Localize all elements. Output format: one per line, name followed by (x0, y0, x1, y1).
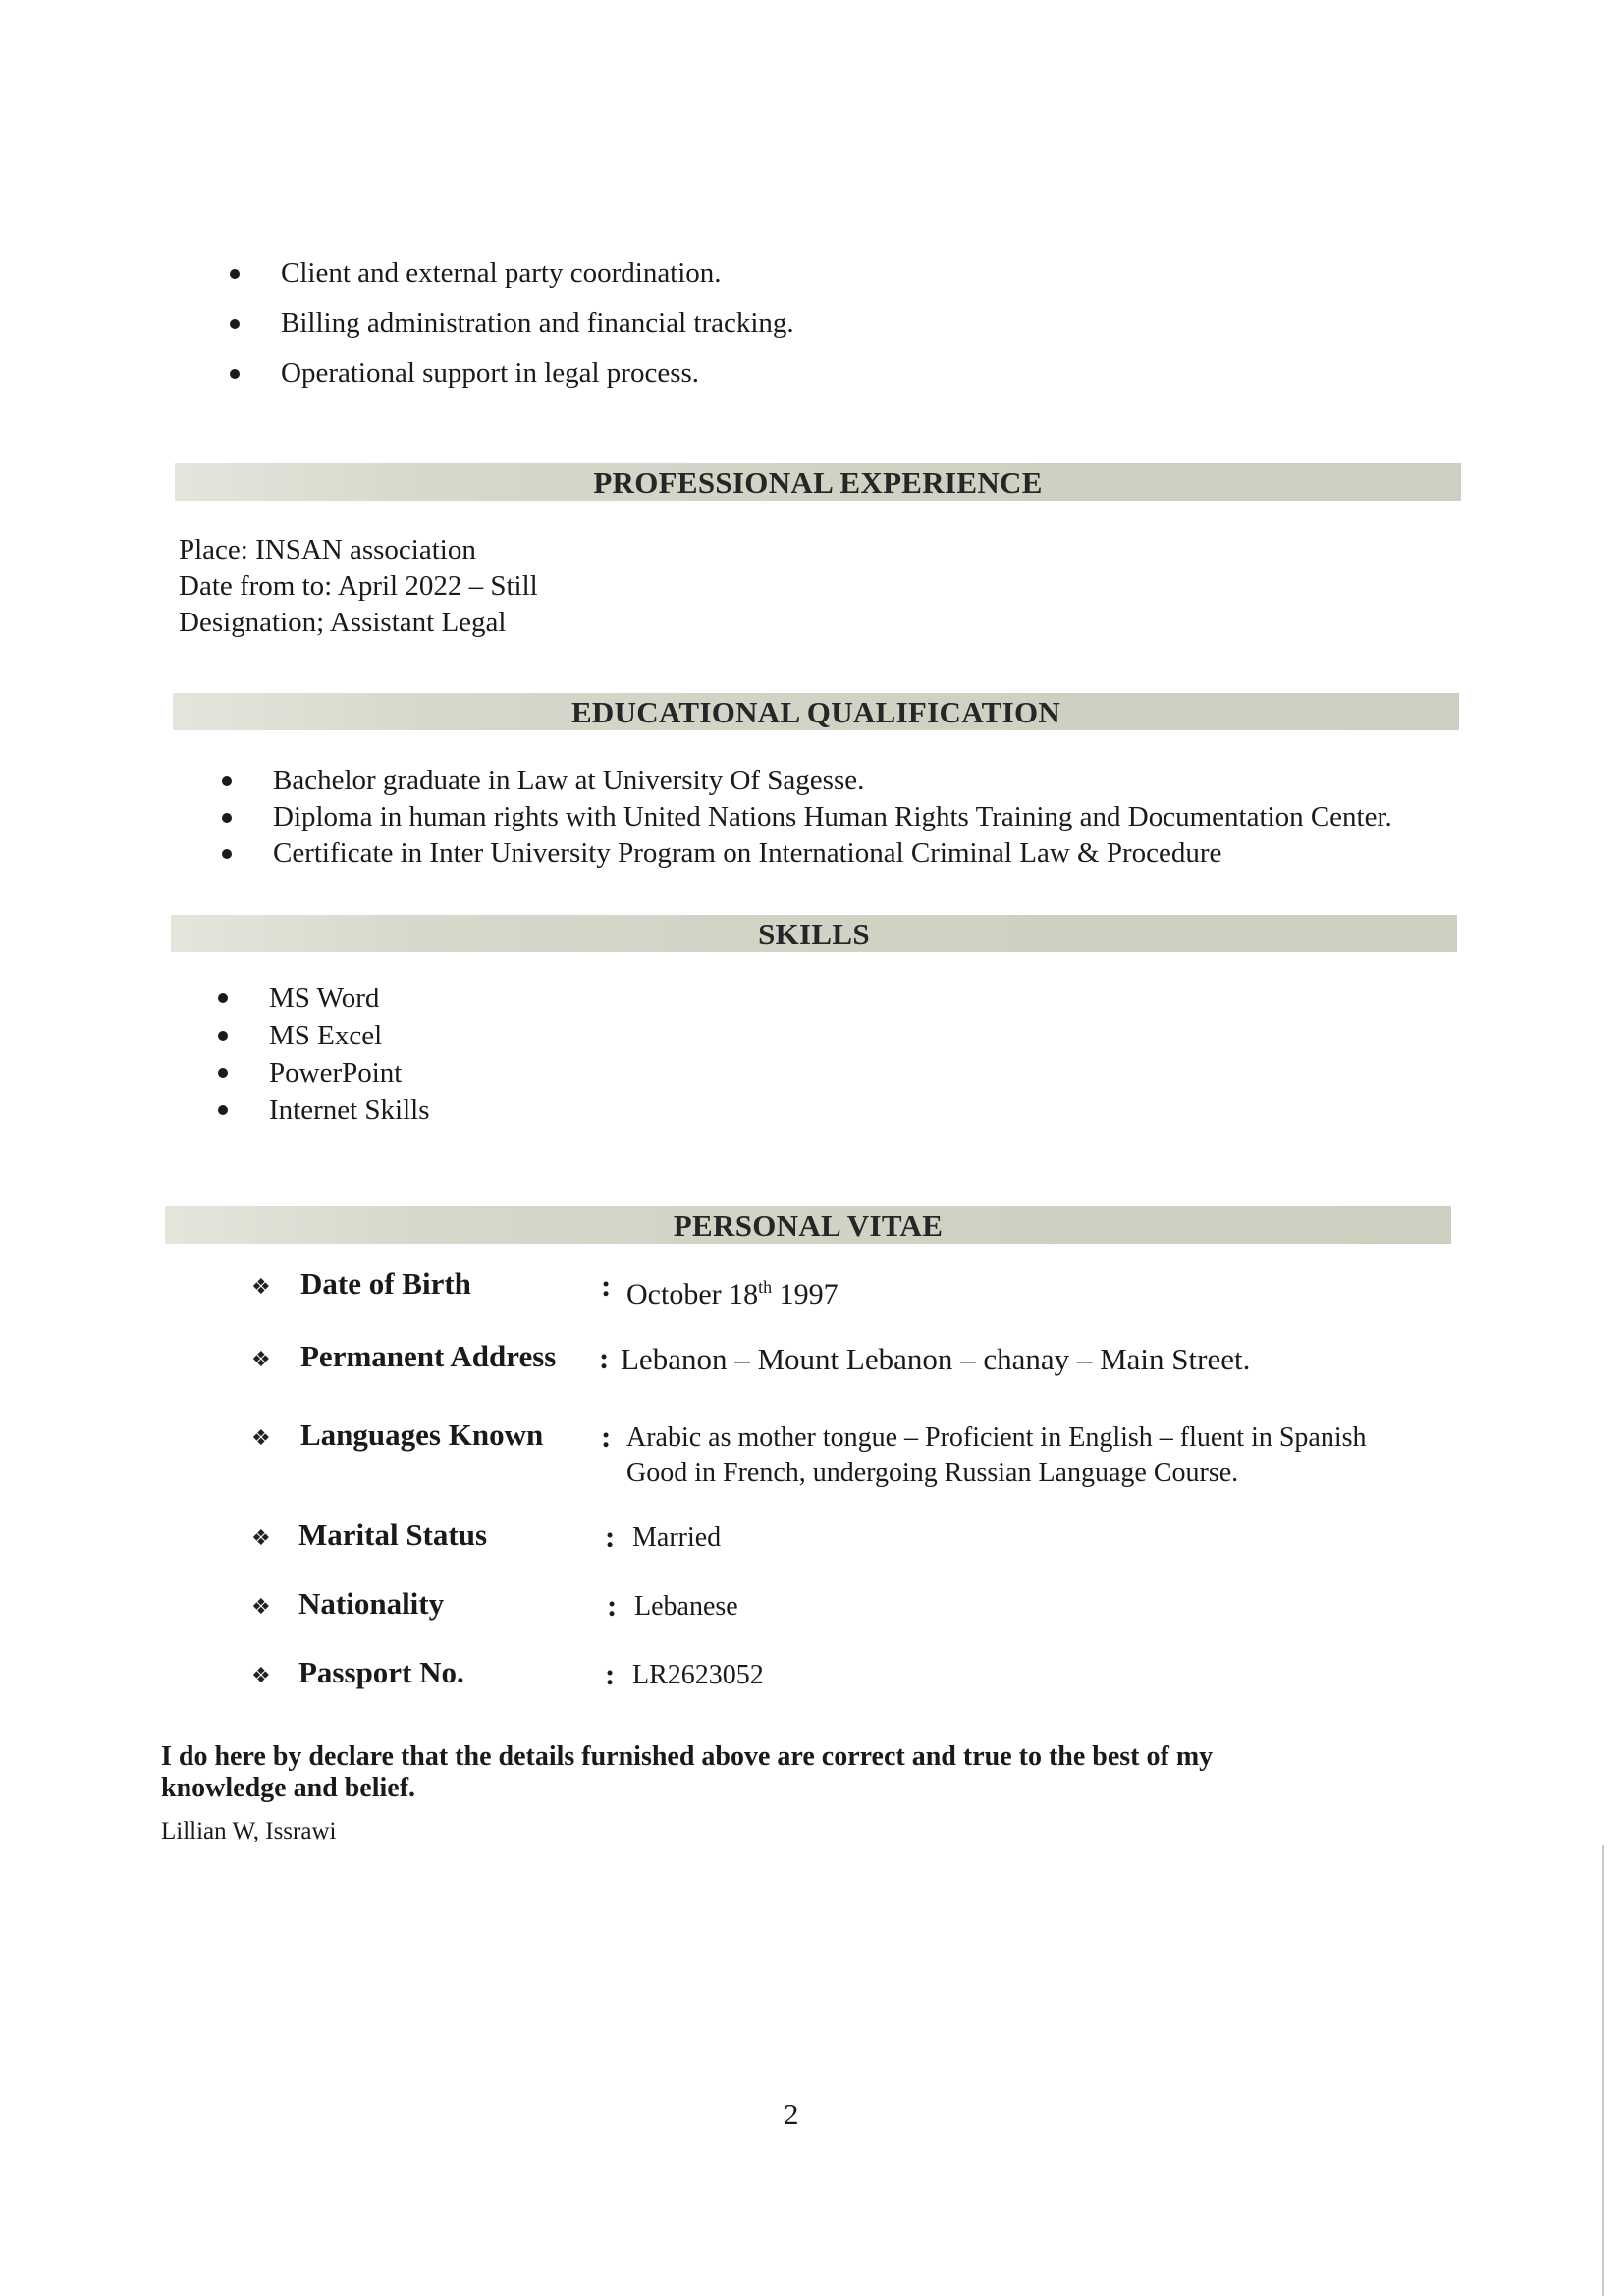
experience-dates: Date from to: April 2022 – Still (179, 570, 538, 602)
section-heading-skills: SKILLS (171, 915, 1457, 952)
list-item (230, 303, 794, 353)
section-heading-education: EDUCATIONAL QUALIFICATION (173, 693, 1459, 730)
list-item (218, 980, 430, 1017)
list-item-text: Operational support in legal process. (281, 357, 700, 389)
signature-name: Lillian W, Issrawi (161, 1818, 337, 1844)
page-number: 2 (784, 2097, 799, 2131)
list-item (218, 1092, 430, 1129)
list-item-text: Certificate in Inter University Program on International Criminal Law & Procedure (273, 837, 1222, 869)
section-heading-experience: PROFESSIONAL EXPERIENCE (175, 463, 1461, 501)
dob-value-year: 1997 (772, 1278, 839, 1310)
skills-list (218, 980, 430, 1129)
dob-value-main: October 18 (626, 1278, 759, 1310)
languages-value-line1: Arabic as mother tongue – Proficient in English – fluent in Spanish (626, 1422, 1367, 1453)
responsibilities-list (230, 253, 794, 403)
marital-value: Married (632, 1522, 722, 1553)
list-item (222, 763, 1392, 799)
nationality-label: Nationality (298, 1586, 445, 1621)
list-item (230, 353, 794, 403)
list-item-text: Client and external party coordination. (281, 257, 722, 289)
address-label: Permanent Address (300, 1339, 557, 1373)
list-item-text: Diploma in human rights with United Nations Human Rights Training and Documentation Center. (273, 801, 1392, 832)
marital-label: Marital Status (298, 1518, 488, 1552)
list-item (218, 1054, 430, 1092)
list-item (230, 253, 794, 303)
list-item-text: Internet Skills (269, 1095, 430, 1126)
dob-label: Date of Birth (300, 1266, 471, 1301)
dob-value (626, 1270, 839, 1311)
nationality-value: Lebanese (634, 1591, 738, 1622)
bullet-icon (230, 319, 240, 329)
bullet-icon (222, 776, 232, 786)
languages-label: Languages Known (300, 1417, 544, 1452)
bullet-icon (230, 269, 240, 279)
bullet-icon (222, 813, 232, 823)
list-item (222, 835, 1392, 872)
experience-details (179, 532, 538, 641)
passport-colon: : (605, 1657, 616, 1691)
passport-label: Passport No. (298, 1655, 464, 1689)
list-item-text: MS Excel (269, 1020, 383, 1051)
scan-edge-line (1602, 1845, 1604, 2296)
diamond-bullet-icon: ❖ (251, 1525, 271, 1550)
education-list (222, 763, 1392, 872)
bullet-icon (218, 993, 228, 1003)
diamond-bullet-icon: ❖ (251, 1663, 271, 1687)
diamond-bullet-icon: ❖ (251, 1347, 271, 1371)
list-item (222, 799, 1392, 835)
languages-colon: : (601, 1419, 612, 1454)
list-item-text: PowerPoint (269, 1057, 403, 1089)
list-item-text: Billing administration and financial tracking. (281, 307, 794, 339)
languages-value-line2: Good in French, undergoing Russian Language Course. (626, 1458, 1239, 1488)
diamond-bullet-icon: ❖ (251, 1594, 271, 1619)
bullet-icon (218, 1105, 228, 1115)
bullet-icon (222, 849, 232, 859)
address-colon: : (599, 1341, 610, 1375)
passport-value: LR2623052 (632, 1660, 764, 1690)
list-item (218, 1017, 430, 1054)
bullet-icon (218, 1068, 228, 1078)
experience-designation: Designation; Assistant Legal (179, 607, 507, 638)
bullet-icon (230, 369, 240, 379)
marital-colon: : (605, 1520, 616, 1554)
bullet-icon (218, 1031, 228, 1041)
section-heading-vitae: PERSONAL VITAE (165, 1206, 1451, 1244)
dob-colon: : (601, 1268, 612, 1303)
diamond-bullet-icon: ❖ (251, 1425, 271, 1450)
diamond-bullet-icon: ❖ (251, 1274, 271, 1299)
list-item-text: MS Word (269, 983, 380, 1014)
dob-value-sup: th (758, 1277, 773, 1297)
declaration-text: I do here by declare that the details furnished above are correct and true to the best of my knowledge and belief. (161, 1741, 1214, 1803)
address-value: Lebanon – Mount Lebanon – chanay – Main Street. (621, 1342, 1251, 1376)
experience-place: Place: INSAN association (179, 534, 476, 565)
nationality-colon: : (607, 1588, 618, 1623)
list-item-text: Bachelor graduate in Law at University Of Sagesse. (273, 765, 865, 796)
